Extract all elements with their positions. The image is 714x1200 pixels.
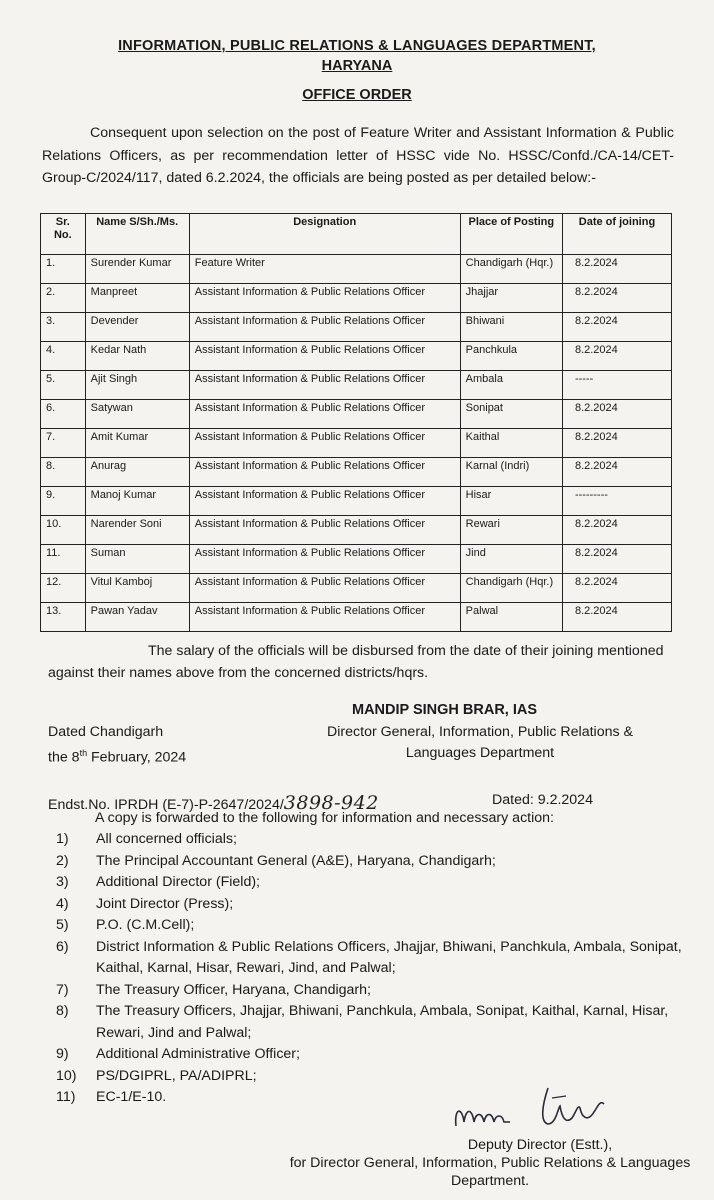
- cell-sr: 8.: [41, 458, 86, 487]
- posting-table: [40, 213, 672, 632]
- cell-date: 8.2.2024: [562, 313, 671, 342]
- table-row: [41, 284, 672, 313]
- list-item-text: PS/DGIPRL, PA/ADIPRL;: [96, 1067, 257, 1084]
- list-item-number: 7): [56, 981, 69, 998]
- list-item-text: P.O. (C.M.Cell);: [96, 917, 195, 933]
- dated-place: Dated Chandigarh: [48, 724, 164, 740]
- cell-name: Amit Kumar: [85, 429, 189, 458]
- cell-place: Panchkula: [460, 342, 562, 371]
- list-item-text: District Information & Public Relations Officers, Jhajjar, Bhiwani, Panchkula, Ambala, Sonipat, Kaithal, Karnal, Hisar, Rewari, Jind, and Palwal;: [96, 938, 682, 976]
- cell-sr: 7.: [41, 429, 86, 458]
- list-item-text: The Treasury Officers, Jhajjar, Bhiwani, Panchkula, Ambala, Sonipat, Kaithal, Karnal, Hisar, Rewari, Jind and Palwal;: [96, 1003, 669, 1041]
- table-row: [41, 371, 672, 400]
- cell-designation: Assistant Information & Public Relations Officer: [189, 313, 460, 342]
- cell-designation: Assistant Information & Public Relations Officer: [189, 603, 460, 632]
- cell-name: Manpreet: [85, 284, 189, 313]
- list-item-number: 10): [56, 1067, 77, 1084]
- cell-name: Devender: [85, 313, 189, 342]
- col-header-sr: Sr. No.: [41, 214, 86, 255]
- cell-name: Suman: [85, 545, 189, 574]
- closing-designation: Deputy Director (Estt.),: [467, 1137, 613, 1153]
- cell-place: Chandigarh (Hqr.): [460, 255, 562, 284]
- table-row: [41, 255, 672, 284]
- cell-sr: 9.: [41, 487, 86, 516]
- cell-place: Karnal (Indri): [460, 458, 562, 487]
- cell-name: Pawan Yadav: [85, 603, 189, 632]
- list-item-text: All concerned officials;: [96, 831, 237, 847]
- cell-date: 8.2.2024: [562, 574, 671, 603]
- signer-designation: Director General, Information, Public Relations & Languages Department: [327, 724, 633, 761]
- col-header-place: Place of Posting: [460, 214, 562, 255]
- list-item-number: 3): [56, 874, 69, 890]
- cell-name: Manoj Kumar: [85, 487, 189, 516]
- cell-place: Ambala: [460, 371, 562, 400]
- cell-date: 8.2.2024: [562, 603, 671, 632]
- cell-date: 8.2.2024: [562, 255, 671, 284]
- cell-date: 8.2.2024: [562, 400, 671, 429]
- cell-designation: Assistant Information & Public Relations Officer: [189, 516, 460, 545]
- table-row: [41, 545, 672, 574]
- intro-text: Consequent upon selection on the post of Feature Writer and Assistant Information & Public Relations Officers, as per recommendation letter of HSSC vide No. HSSC/Confd./CA-14/CET-Group-C/2024/117, dated 6.2.2024, the officials are being posted as per detailed below:-: [42, 125, 674, 186]
- cell-designation: Assistant Information & Public Relations Officer: [189, 574, 460, 603]
- list-item: [56, 937, 696, 980]
- list-item-number: 2): [56, 852, 69, 869]
- salary-text: The salary of the officials will be disbursed from the date of their joining mentioned against their names above from the concerned districts/hqrs.: [48, 643, 664, 681]
- cell-sr: 6.: [41, 400, 86, 429]
- department-heading: INFORMATION, PUBLIC RELATIONS & LANGUAGES DEPARTMENT,: [118, 38, 596, 54]
- dated-date: the 8th February, 2024: [48, 748, 187, 766]
- salary-paragraph: [48, 640, 680, 684]
- list-item: [56, 851, 696, 873]
- cell-place: Bhiwani: [460, 313, 562, 342]
- cell-date: 8.2.2024: [562, 545, 671, 574]
- list-item-text: The Principal Accountant General (A&E), Haryana, Chandigarh;: [96, 852, 496, 869]
- cell-sr: 4.: [41, 342, 86, 371]
- signer-name: MANDIP SINGH BRAR, IAS: [352, 702, 538, 718]
- table-row: [41, 487, 672, 516]
- cell-place: Jind: [460, 545, 562, 574]
- cell-sr: 12.: [41, 574, 86, 603]
- table-row: [41, 603, 672, 632]
- list-item-number: 9): [56, 1046, 69, 1062]
- table-row: [41, 429, 672, 458]
- list-item-number: 8): [56, 1003, 69, 1019]
- cell-designation: Assistant Information & Public Relations Officer: [189, 429, 460, 458]
- endorsement-number: Endst.No. IPRDH (E-7)-P-2647/2024/3898-942: [48, 792, 379, 814]
- cell-date: ---------: [562, 487, 671, 516]
- cell-sr: 10.: [41, 516, 86, 545]
- list-item: [56, 980, 696, 1002]
- closing-block: [280, 1136, 700, 1190]
- cell-place: Palwal: [460, 603, 562, 632]
- cell-designation: Assistant Information & Public Relations Officer: [189, 458, 460, 487]
- cell-sr: 2.: [41, 284, 86, 313]
- list-item-text: Additional Director (Field);: [96, 874, 261, 890]
- cell-name: Anurag: [85, 458, 189, 487]
- closing-authority: for Director General, Information, Public Relations & Languages Department.: [289, 1155, 691, 1189]
- list-item-text: Additional Administrative Officer;: [96, 1046, 300, 1062]
- state-heading: HARYANA: [321, 58, 393, 74]
- table-row: [41, 400, 672, 429]
- cell-sr: 5.: [41, 371, 86, 400]
- document-title: OFFICE ORDER: [302, 87, 412, 103]
- cell-sr: 13.: [41, 603, 86, 632]
- cell-designation: Assistant Information & Public Relations Officer: [189, 545, 460, 574]
- list-item-number: 5): [56, 917, 69, 933]
- table-header-row: [41, 214, 672, 255]
- list-item: [56, 1044, 696, 1066]
- table-row: [41, 574, 672, 603]
- cell-place: Hisar: [460, 487, 562, 516]
- list-item-text: The Treasury Officer, Haryana, Chandigarh;: [96, 981, 371, 998]
- intro-paragraph: [42, 122, 674, 190]
- cell-designation: Assistant Information & Public Relations Officer: [189, 371, 460, 400]
- col-header-designation: Designation: [189, 214, 460, 255]
- cell-place: Kaithal: [460, 429, 562, 458]
- cell-place: Jhajjar: [460, 284, 562, 313]
- list-item-number: 6): [56, 938, 69, 955]
- handwritten-number: 3898-942: [283, 792, 379, 814]
- cell-place: Chandigarh (Hqr.): [460, 574, 562, 603]
- table-row: [41, 313, 672, 342]
- table-row: [41, 516, 672, 545]
- cell-designation: Feature Writer: [189, 255, 460, 284]
- cell-name: Surender Kumar: [85, 255, 189, 284]
- list-item: [56, 915, 696, 937]
- list-item-text: Joint Director (Press);: [96, 895, 234, 912]
- cell-designation: Assistant Information & Public Relations Officer: [189, 284, 460, 313]
- cell-date: 8.2.2024: [562, 429, 671, 458]
- cell-date: 8.2.2024: [562, 516, 671, 545]
- cell-date: 8.2.2024: [562, 342, 671, 371]
- cell-sr: 1.: [41, 255, 86, 284]
- list-item-number: 1): [56, 831, 69, 847]
- table-body: [41, 255, 672, 632]
- cell-date: 8.2.2024: [562, 458, 671, 487]
- cell-name: Narender Soni: [85, 516, 189, 545]
- forward-text: A copy is forwarded to the following for information and necessary action:: [95, 810, 554, 826]
- cell-sr: 3.: [41, 313, 86, 342]
- dated-block: [48, 722, 186, 769]
- list-item-number: 11): [56, 1089, 76, 1105]
- distribution-list: [56, 829, 696, 1109]
- cell-designation: Assistant Information & Public Relations Officer: [189, 342, 460, 371]
- list-item-number: 4): [56, 895, 69, 912]
- cell-sr: 11.: [41, 545, 86, 574]
- cell-name: Ajit Singh: [85, 371, 189, 400]
- cell-place: Sonipat: [460, 400, 562, 429]
- list-item: [56, 1001, 696, 1044]
- cell-date: 8.2.2024: [562, 284, 671, 313]
- cell-place: Rewari: [460, 516, 562, 545]
- cell-name: Kedar Nath: [85, 342, 189, 371]
- table-row: [41, 458, 672, 487]
- cell-name: Satywan: [85, 400, 189, 429]
- list-item: [56, 894, 696, 916]
- cell-date: -----: [562, 371, 671, 400]
- col-header-date: Date of joining: [562, 214, 671, 255]
- cell-name: Vitul Kamboj: [85, 574, 189, 603]
- list-item: [56, 872, 696, 894]
- cell-designation: Assistant Information & Public Relations Officer: [189, 487, 460, 516]
- table-row: [41, 342, 672, 371]
- cell-designation: Assistant Information & Public Relations Officer: [189, 400, 460, 429]
- list-item: [56, 829, 696, 851]
- col-header-name: Name S/Sh./Ms.: [85, 214, 189, 255]
- endorsement-date: Dated: 9.2.2024: [492, 792, 593, 808]
- list-item-text: EC-1/E-10.: [96, 1089, 167, 1105]
